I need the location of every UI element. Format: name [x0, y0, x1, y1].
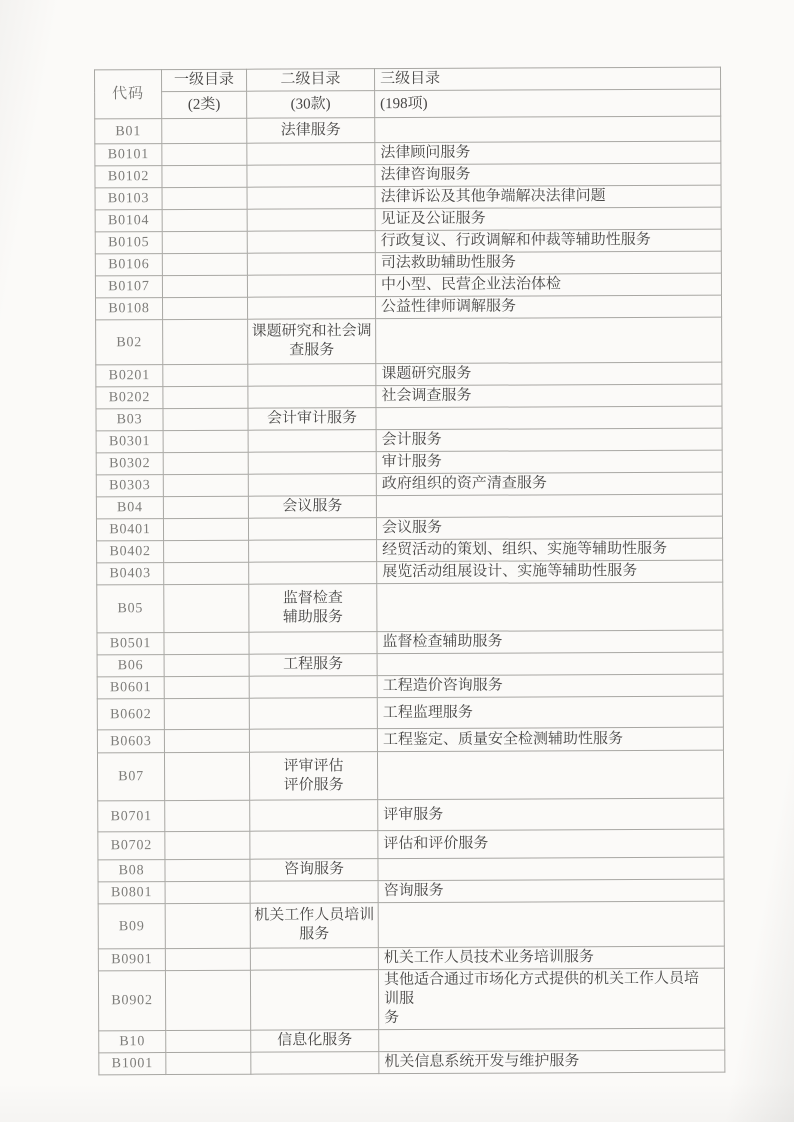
- level2-cell: [249, 632, 377, 655]
- level2-cell: [250, 831, 378, 860]
- level1-cell: [164, 632, 249, 654]
- level1-cell: [163, 474, 248, 496]
- level2-cell: [250, 970, 378, 1031]
- catalog-table-region: [94, 67, 725, 1076]
- code-cell: B0501: [97, 633, 164, 655]
- table-row: [96, 428, 722, 453]
- level1-cell: [165, 970, 250, 1030]
- level2-cell: [247, 209, 375, 232]
- level3-cell: [379, 1028, 725, 1052]
- level3-cell: [377, 582, 723, 632]
- code-cell: B0105: [95, 232, 162, 254]
- level3-cell: 法律咨询服务: [375, 163, 721, 187]
- level1-cell: [163, 452, 248, 474]
- table-row: [95, 229, 721, 254]
- level3-cell: 咨询服务: [378, 879, 724, 903]
- table-body: [95, 116, 725, 1075]
- code-cell: B0301: [96, 431, 163, 453]
- level2-cell: [248, 474, 376, 497]
- level1-cell: [163, 430, 248, 452]
- header-level3-title: 三级目录: [375, 67, 721, 91]
- level3-cell: 评估和评价服务: [378, 829, 724, 859]
- level3-cell: 审计服务: [376, 450, 722, 474]
- table-row: [95, 141, 721, 166]
- header-level2-count: (30款): [247, 91, 375, 119]
- table-row: [95, 163, 721, 188]
- table-row: [99, 1028, 725, 1053]
- level1-cell: [163, 496, 248, 518]
- level3-cell: [375, 116, 721, 143]
- code-cell: B06: [97, 655, 164, 677]
- level2-cell: 监督检查 辅助服务: [249, 584, 377, 633]
- level2-cell: 咨询服务: [250, 859, 378, 882]
- table-header: [95, 67, 721, 119]
- table-row: [95, 273, 721, 298]
- level1-cell: [162, 231, 247, 253]
- code-cell: B0103: [95, 188, 162, 210]
- level1-cell: [162, 209, 247, 231]
- level3-cell: 机关工作人员技术业务培训服务: [378, 946, 724, 970]
- level1-cell: [162, 118, 247, 143]
- level1-cell: [166, 1052, 251, 1074]
- level3-cell: 其他适合通过市场化方式提供的机关工作人员培 训服 务: [378, 968, 724, 1030]
- level3-cell: 公益性律师调解服务: [375, 295, 721, 319]
- table-row: [97, 674, 723, 699]
- code-cell: B0202: [96, 387, 163, 409]
- level1-cell: [165, 881, 250, 903]
- header-row-2: [95, 89, 721, 119]
- header-row-1: [95, 67, 721, 92]
- level3-cell: 展览活动组展设计、实施等辅助性服务: [377, 560, 723, 584]
- level3-cell: 社会调查服务: [376, 384, 722, 408]
- table-row: [95, 295, 721, 320]
- level1-cell: [164, 752, 249, 800]
- code-cell: B0602: [97, 699, 164, 730]
- table-row: [98, 946, 724, 971]
- level2-cell: 机关工作人员培训 服务: [250, 903, 378, 949]
- table-row: [97, 630, 723, 655]
- level1-cell: [166, 1030, 251, 1052]
- level2-cell: 评审评估 评价服务: [249, 752, 377, 801]
- code-cell: B0107: [95, 276, 162, 298]
- table-row: [96, 317, 722, 365]
- level3-cell: 工程鉴定、质量安全检测辅助性服务: [377, 727, 723, 752]
- level2-cell: 会计审计服务: [248, 408, 376, 431]
- table-row: [98, 829, 724, 860]
- level2-cell: [247, 297, 375, 320]
- level3-cell: 评审服务: [378, 798, 724, 831]
- code-cell: B10: [99, 1031, 166, 1053]
- level2-cell: 会议服务: [248, 496, 376, 519]
- level1-cell: [164, 584, 249, 632]
- table-row: [96, 406, 722, 431]
- level2-cell: [250, 948, 378, 971]
- level3-cell: [376, 317, 722, 364]
- level3-cell: 会议服务: [376, 516, 722, 540]
- table-row: [99, 1050, 725, 1075]
- level2-cell: [248, 430, 376, 453]
- level3-cell: 监督检查辅助服务: [377, 630, 723, 654]
- table-row: [98, 968, 724, 1031]
- code-cell: B0901: [98, 949, 165, 971]
- level2-cell: [247, 253, 375, 276]
- header-code: 代码: [95, 70, 162, 119]
- table-row: [95, 116, 721, 144]
- table-row: [97, 750, 723, 801]
- code-cell: B0603: [97, 730, 164, 753]
- code-cell: B1001: [99, 1053, 166, 1075]
- code-cell: B0601: [97, 677, 164, 699]
- code-cell: B0106: [95, 254, 162, 276]
- code-cell: B01: [95, 119, 162, 144]
- level3-cell: 中小型、民营企业法治体检: [375, 273, 721, 297]
- level1-cell: [162, 253, 247, 275]
- table-row: [97, 582, 723, 633]
- level1-cell: [165, 800, 250, 831]
- level1-cell: [164, 729, 249, 752]
- level3-cell: [376, 406, 722, 430]
- catalog-table: [94, 67, 725, 1076]
- level2-cell: 信息化服务: [251, 1030, 379, 1053]
- level2-cell: [248, 386, 376, 409]
- level2-cell: [247, 165, 375, 188]
- table-row: [97, 696, 723, 730]
- code-cell: B05: [97, 585, 164, 633]
- code-cell: B0201: [96, 365, 163, 387]
- level3-cell: 课题研究服务: [376, 362, 722, 386]
- table-row: [97, 538, 723, 563]
- level3-cell: 机关信息系统开发与维护服务: [379, 1050, 725, 1074]
- table-row: [95, 251, 721, 276]
- level2-cell: [250, 800, 378, 832]
- code-cell: B0101: [95, 144, 162, 166]
- level3-cell: 经贸活动的策划、组织、实施等辅助性服务: [377, 538, 723, 562]
- level2-cell: 工程服务: [249, 654, 377, 677]
- level2-cell: 课题研究和社会调 查服务: [248, 319, 376, 365]
- level1-cell: [164, 676, 249, 698]
- table-row: [95, 207, 721, 232]
- table-row: [96, 384, 722, 409]
- level3-cell: 司法救助辅助性服务: [375, 251, 721, 275]
- code-cell: B0902: [98, 971, 165, 1031]
- table-row: [97, 560, 723, 585]
- code-cell: B02: [96, 320, 163, 365]
- level3-cell: [377, 652, 723, 676]
- level3-cell: 法律顾问服务: [375, 141, 721, 165]
- header-level2-title: 二级目录: [247, 69, 375, 92]
- level2-cell: [249, 698, 377, 730]
- level1-cell: [163, 319, 248, 364]
- level1-cell: [165, 903, 250, 948]
- level2-cell: [248, 364, 376, 387]
- level2-cell: [249, 562, 377, 585]
- table-row: [95, 185, 721, 210]
- level2-cell: [248, 518, 376, 541]
- table-row: [96, 472, 722, 497]
- level1-cell: [164, 540, 249, 562]
- level1-cell: [164, 654, 249, 676]
- level1-cell: [163, 518, 248, 540]
- level1-cell: [165, 831, 250, 859]
- level2-cell: [247, 143, 375, 166]
- code-cell: B0104: [95, 210, 162, 232]
- level1-cell: [163, 408, 248, 430]
- level2-cell: [250, 881, 378, 904]
- level2-cell: [247, 275, 375, 298]
- level3-cell: 法律诉讼及其他争端解决法律问题: [375, 185, 721, 209]
- code-cell: B0303: [96, 475, 163, 497]
- level3-cell: 行政复议、行政调解和仲裁等辅助性服务: [375, 229, 721, 253]
- table-row: [98, 901, 724, 949]
- level1-cell: [162, 187, 247, 209]
- level3-cell: 会计服务: [376, 428, 722, 452]
- table-row: [96, 450, 722, 475]
- table-row: [96, 362, 722, 387]
- level1-cell: [162, 297, 247, 319]
- level1-cell: [164, 562, 249, 584]
- header-level1-count: (2类): [162, 91, 247, 118]
- level2-cell: [251, 1052, 379, 1075]
- code-cell: B03: [96, 409, 163, 431]
- table-row: [97, 652, 723, 677]
- level3-cell: 工程造价咨询服务: [377, 674, 723, 698]
- code-cell: B07: [97, 753, 164, 801]
- level1-cell: [162, 143, 247, 165]
- level1-cell: [163, 386, 248, 408]
- code-cell: B09: [98, 904, 165, 949]
- level1-cell: [162, 165, 247, 187]
- code-cell: B0102: [95, 166, 162, 188]
- level1-cell: [162, 275, 247, 297]
- code-cell: B04: [96, 497, 163, 519]
- table-row: [97, 727, 723, 753]
- code-cell: B0401: [96, 519, 163, 541]
- level2-cell: [247, 187, 375, 210]
- level2-cell: [249, 540, 377, 563]
- level1-cell: [165, 859, 250, 881]
- level3-cell: [378, 901, 724, 948]
- level2-cell: [249, 729, 377, 753]
- header-level1-title: 一级目录: [162, 69, 247, 91]
- code-cell: B0702: [98, 832, 165, 860]
- level2-cell: [249, 676, 377, 699]
- table-row: [96, 516, 722, 541]
- code-cell: B0402: [97, 541, 164, 563]
- table-row: [96, 494, 722, 519]
- level3-cell: [378, 857, 724, 881]
- level3-cell: 见证及公证服务: [375, 207, 721, 231]
- code-cell: B08: [98, 860, 165, 882]
- level3-cell: [376, 494, 722, 518]
- code-cell: B0108: [95, 298, 162, 320]
- header-level3-count: (198项): [375, 89, 721, 118]
- level1-cell: [163, 364, 248, 386]
- level3-cell: [377, 750, 723, 800]
- table-row: [98, 798, 724, 832]
- code-cell: B0701: [98, 801, 165, 832]
- code-cell: B0403: [97, 563, 164, 585]
- level2-cell: 法律服务: [247, 118, 375, 144]
- code-cell: B0302: [96, 453, 163, 475]
- level2-cell: [248, 452, 376, 475]
- code-cell: B0801: [98, 882, 165, 904]
- level3-cell: 工程监理服务: [377, 696, 723, 729]
- table-row: [98, 879, 724, 904]
- table-row: [98, 857, 724, 882]
- level2-cell: [247, 231, 375, 254]
- level1-cell: [164, 698, 249, 729]
- level1-cell: [165, 948, 250, 970]
- level3-cell: 政府组织的资产清查服务: [376, 472, 722, 496]
